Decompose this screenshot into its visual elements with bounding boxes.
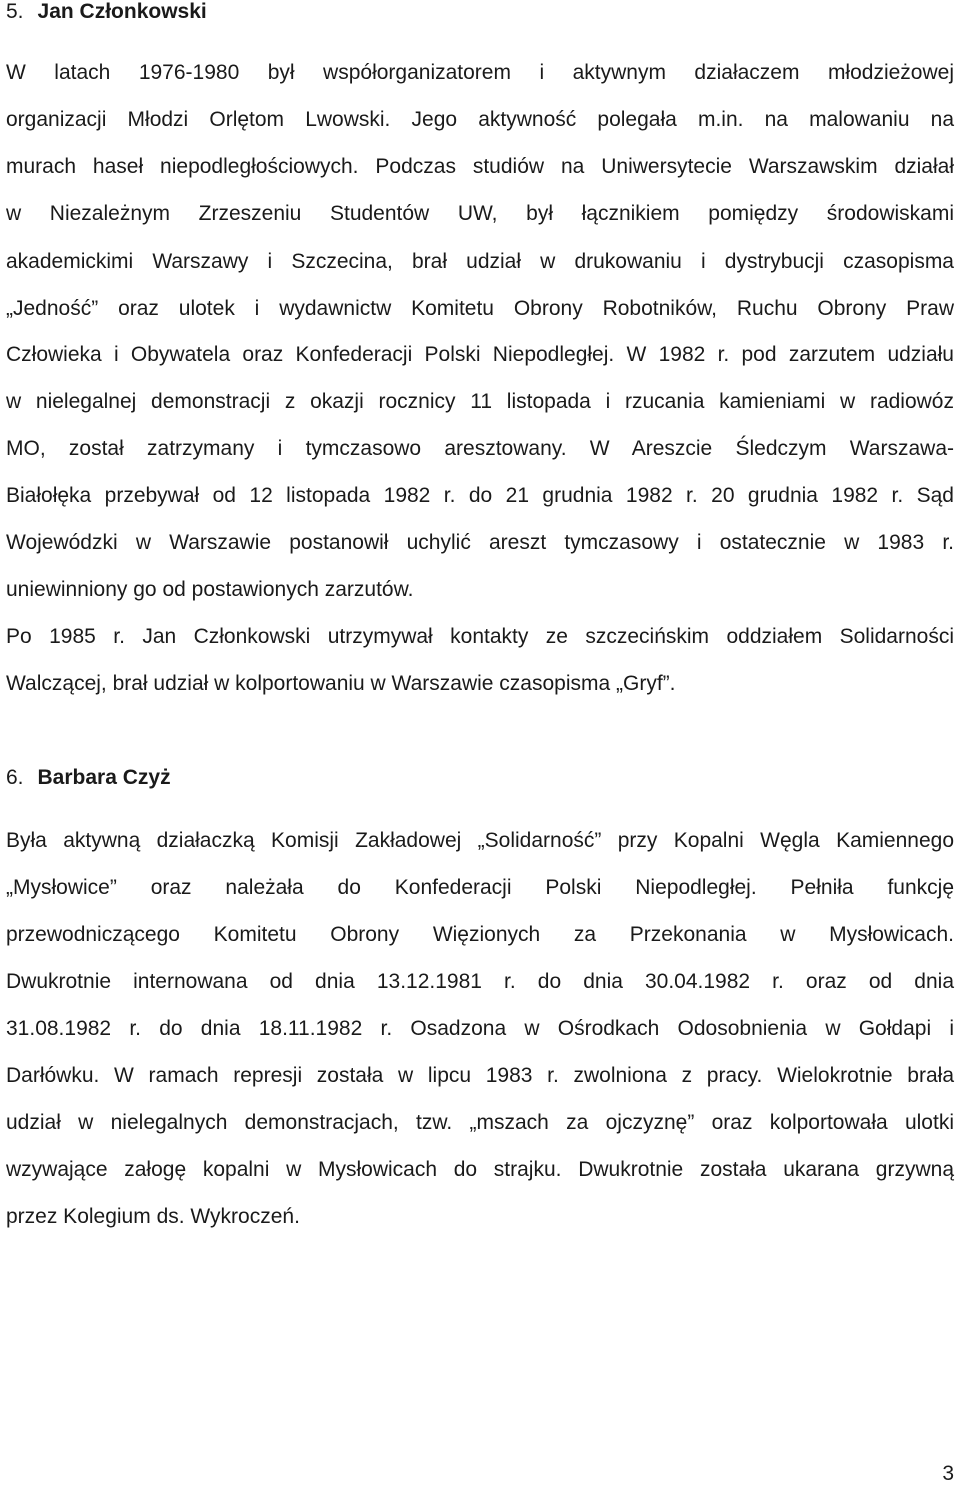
text-line: W latach 1976-1980 był współorganizatorem i aktywnym działaczem młodzieżowej bbox=[6, 61, 954, 84]
text-line: Białołęka przebywał od 12 listopada 1982 r. do 21 grudnia 1982 r. 20 grudnia 1982 r. Sąd bbox=[6, 484, 954, 507]
section-heading bbox=[6, 766, 171, 790]
text-line: Darłówku. W ramach represji została w lipcu 1983 r. zwolniona z pracy. Wielokrotnie brała bbox=[6, 1064, 954, 1087]
person-name: Barbara Czyż bbox=[37, 766, 171, 789]
text-line: murach haseł niepodległościowych. Podczas studiów na Uniwersytecie Warszawskim działał bbox=[6, 155, 954, 178]
section-heading bbox=[6, 0, 207, 24]
text-line: Dwukrotnie internowana od dnia 13.12.1981 r. do dnia 30.04.1982 r. oraz od dnia bbox=[6, 970, 954, 993]
text-line: Była aktywną działaczką Komisji Zakładowej „Solidarność” przy Kopalni Węgla Kamiennego bbox=[6, 829, 954, 852]
text-line: „Mysłowice” oraz należała do Konfederacji Polski Niepodległej. Pełniła funkcję bbox=[6, 876, 954, 899]
text-line: w nielegalnej demonstracji z okazji rocznicy 11 listopada i rzucania kamieniami w radiowóz bbox=[6, 390, 954, 413]
section-number: 5. bbox=[6, 0, 24, 23]
text-line: organizacji Młodzi Orlętom Lwowski. Jego aktywność polegała m.in. na malowaniu na bbox=[6, 108, 954, 131]
person-name: Jan Członkowski bbox=[37, 0, 207, 23]
text-line: przez Kolegium ds. Wykroczeń. bbox=[6, 1205, 300, 1228]
text-line: uniewinniony go od postawionych zarzutów. bbox=[6, 578, 414, 601]
text-line: Walczącej, brał udział w kolportowaniu w Warszawie czasopisma „Gryf”. bbox=[6, 672, 676, 695]
text-line: wzywające załogę kopalni w Mysłowicach do strajku. Dwukrotnie została ukarana grzywną bbox=[6, 1158, 954, 1181]
section-number: 6. bbox=[6, 766, 24, 789]
text-line: Po 1985 r. Jan Członkowski utrzymywał kontakty ze szczecińskim oddziałem Solidarności bbox=[6, 625, 954, 648]
text-line: Wojewódzki w Warszawie postanowił uchylić areszt tymczasowy i ostatecznie w 1983 r. bbox=[6, 531, 954, 554]
text-line: w Niezależnym Zrzeszeniu Studentów UW, był łącznikiem pomiędzy środowiskami bbox=[6, 202, 954, 225]
text-line: MO, został zatrzymany i tymczasowo aresztowany. W Areszcie Śledczym Warszawa- bbox=[6, 437, 954, 460]
text-line: udział w nielegalnych demonstracjach, tzw. „mszach za ojczyznę” oraz kolportowała ulotki bbox=[6, 1111, 954, 1134]
text-line: 31.08.1982 r. do dnia 18.11.1982 r. Osadzona w Ośrodkach Odosobnienia w Gołdapi i bbox=[6, 1017, 954, 1040]
text-line: przewodniczącego Komitetu Obrony Więzionych za Przekonania w Mysłowicach. bbox=[6, 923, 954, 946]
text-line: akademickimi Warszawy i Szczecina, brał udział w drukowaniu i dystrybucji czasopisma bbox=[6, 250, 954, 273]
text-line: „Jedność” oraz ulotek i wydawnictw Komitetu Obrony Robotników, Ruchu Obrony Praw bbox=[6, 297, 954, 320]
text-line: Człowieka i Obywatela oraz Konfederacji Polski Niepodległej. W 1982 r. pod zarzutem udziału bbox=[6, 343, 954, 366]
page-number: 3 bbox=[942, 1462, 954, 1485]
